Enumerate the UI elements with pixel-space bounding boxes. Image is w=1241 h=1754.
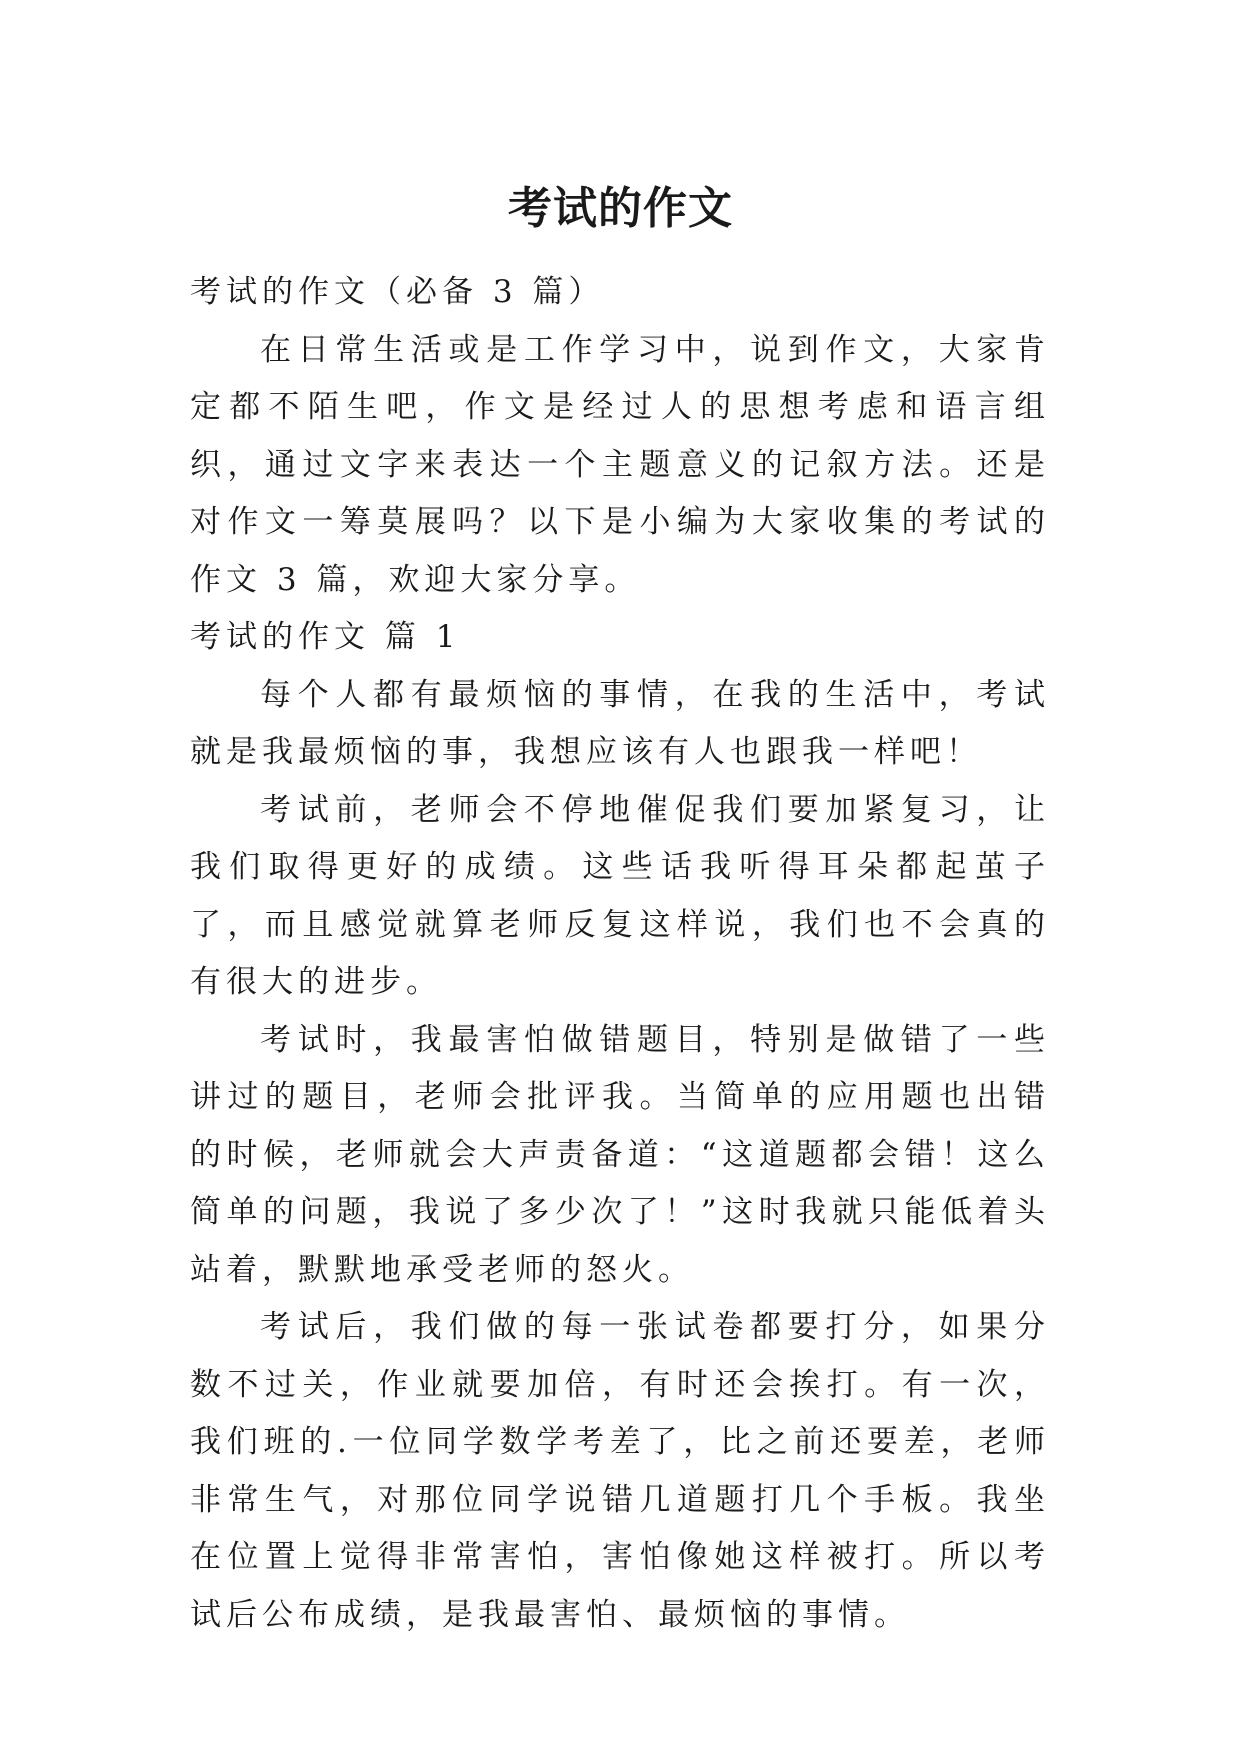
intro-paragraph: 在日常生活或是工作学习中，说到作文，大家肯定都不陌生吧，作文是经过人的思想考虑和语言组织，通过文字来表达一个主题意义的记叙方法。还是对作文一筹莫展吗？以下是小编为大家收集的考试的作文 3 篇，欢迎大家分享。	[190, 331, 1050, 598]
document-title: 考试的作文	[508, 183, 733, 235]
section-heading: 考试的作文 篇 1	[190, 619, 461, 655]
body-paragraph: 考试前，老师会不停地催促我们要加紧复习，让我们取得更好的成绩。这些话我听得耳朵都起茧子了，而且感觉就算老师反复这样说，我们也不会真的有很大的进步。	[190, 791, 1050, 1000]
document-subtitle: 考试的作文（必备 3 篇）	[190, 274, 605, 310]
document-body	[190, 264, 1050, 1644]
body-paragraph: 考试时，我最害怕做错题目，特别是做错了一些讲过的题目，老师会批评我。当简单的应用题也出错的时候，老师就会大声责备道：“这道题都会错！这么简单的问题，我说了多少次了！”这时我就只能低着头站着，默默地承受老师的怒火。	[190, 1021, 1050, 1288]
body-paragraph: 每个人都有最烦恼的事情，在我的生活中，考试就是我最烦恼的事，我想应该有人也跟我一样吧！	[190, 676, 1050, 770]
body-paragraph: 考试后，我们做的每一张试卷都要打分，如果分数不过关，作业就要加倍，有时还会挨打。有一次，我们班的.一位同学数学考差了，比之前还要差，老师非常生气，对那位同学说错几道题打几个手板。我坐在位置上觉得非常害怕，害怕像她这样被打。所以考试后公布成绩，是我最害怕、最烦恼的事情。	[190, 1309, 1050, 1633]
